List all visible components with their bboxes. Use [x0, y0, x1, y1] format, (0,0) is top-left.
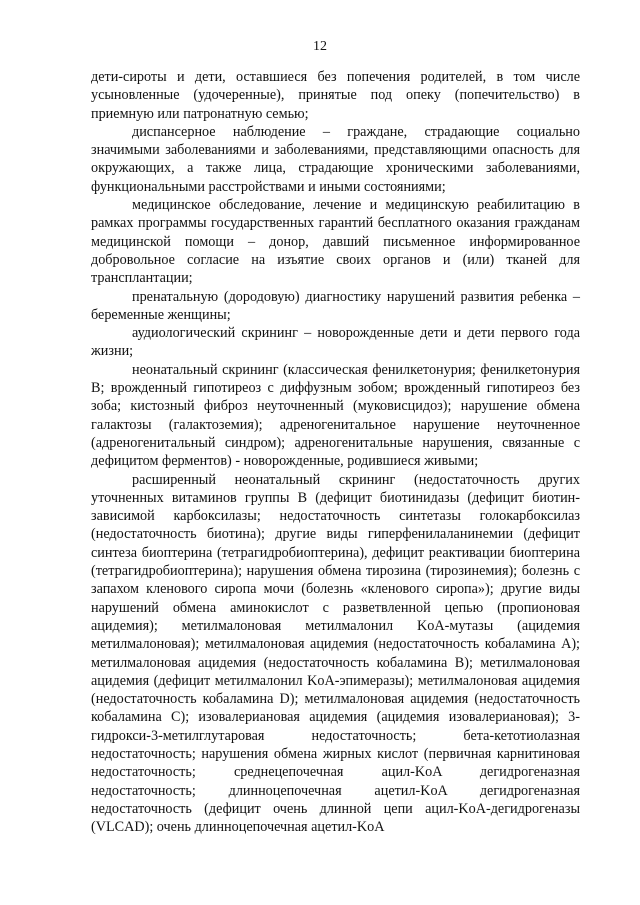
paragraph-audiological-screening: аудиологический скрининг – новорожденные дети и дети первого года жизни;: [91, 325, 580, 360]
paragraph-donor-examination: медицинское обследование, лечение и медицинскую реабилитацию в рамках программы государственных гарантий бесплатного оказания гражданам медицинской помощи – донор, давший письменное информированное добровольное согласие на изъятие своих органов и (или) тканей для трансплантации;: [91, 197, 580, 287]
paragraph-orphans: дети-сироты и дети, оставшиеся без попечения родителей, в том числе усыновленные (удочеренные), принятые под опеку (попечительство) в приемную или патронатную семью;: [91, 69, 580, 122]
paragraph-neonatal-screening: неонатальный скрининг (классическая фенилкетонурия; фенилкетонурия B; врожденный гипотиреоз с диффузным зобом; врожденный гипотиреоз без зоба; кистозный фиброз неуточненный (муковисцидоз); нарушение обмена галактозы (галактоземия); адреногенитальное нарушение неуточненное (адреногенитальный синдром); адреногенитальные нарушения, связанные с дефицитом ферментов) - новорожденные, родившиеся живыми;: [91, 361, 580, 470]
paragraph-dispensary-observation: диспансерное наблюдение – граждане, страдающие социально значимыми заболеваниями и заболеваниями, представляющими опасность для окружающих, а также лица, страдающие хроническими заболеваниями, функциональными расстройствами и иными состояниями;: [91, 123, 580, 195]
document-body: [91, 68, 580, 836]
page-number: 12: [313, 39, 327, 54]
paragraph-prenatal-diagnostics: пренатальную (дородовую) диагностику нарушений развития ребенка – беременные женщины;: [91, 288, 580, 323]
paragraph-extended-neonatal-screening: расширенный неонатальный скрининг (недостаточность других уточненных витаминов группы B (дефицит биотинидазы (дефицит биотин-зависимой карбоксилазы; недостаточность синтетазы голокарбоксилаз (недостаточность биотина); другие виды гиперфенилаланинемии (дефицит синтеза биоптерина (тетрагидробиоптерина), дефицит реактивации биоптерина (тетрагидробиоптерина); нарушения обмена тирозина (тирозинемия); болезнь с запахом кленового сиропа мочи (болезнь «кленового сиропа»); другие виды нарушений обмена аминокислот с разветвленной цепью (пропионовая ацидемия); метилмалоновая метилмалонил KoA-мутазы (ацидемия метилмалоновая); метилмалоновая ацидемия (недостаточность кобаламина A); метилмалоновая ацидемия (недостаточность кобаламина B); метилмалоновая ацидемия (дефицит метилмалонил KoA-эпимеразы); метилмалоновая ацидемия (недостаточность кобаламина D); метилмалоновая ацидемия (недостаточность кобаламина C); изовалериановая ацидемия (ацидемия изовалериановая); 3-гидрокси-3-метилглутаровая недостаточность; бета-кетотиолазная недостаточность; нарушения обмена жирных кислот (первичная карнитиновая недостаточность; среднецепочечная ацил-KoA дегидрогеназная недостаточность; длинноцепочечная ацетил-KoA дегидрогеназная недостаточность (дефицит очень длинной цепи ацил-KoA-дегидрогеназы (VLCAD); очень длинноцепочечная ацетил-KoA: [91, 471, 580, 836]
